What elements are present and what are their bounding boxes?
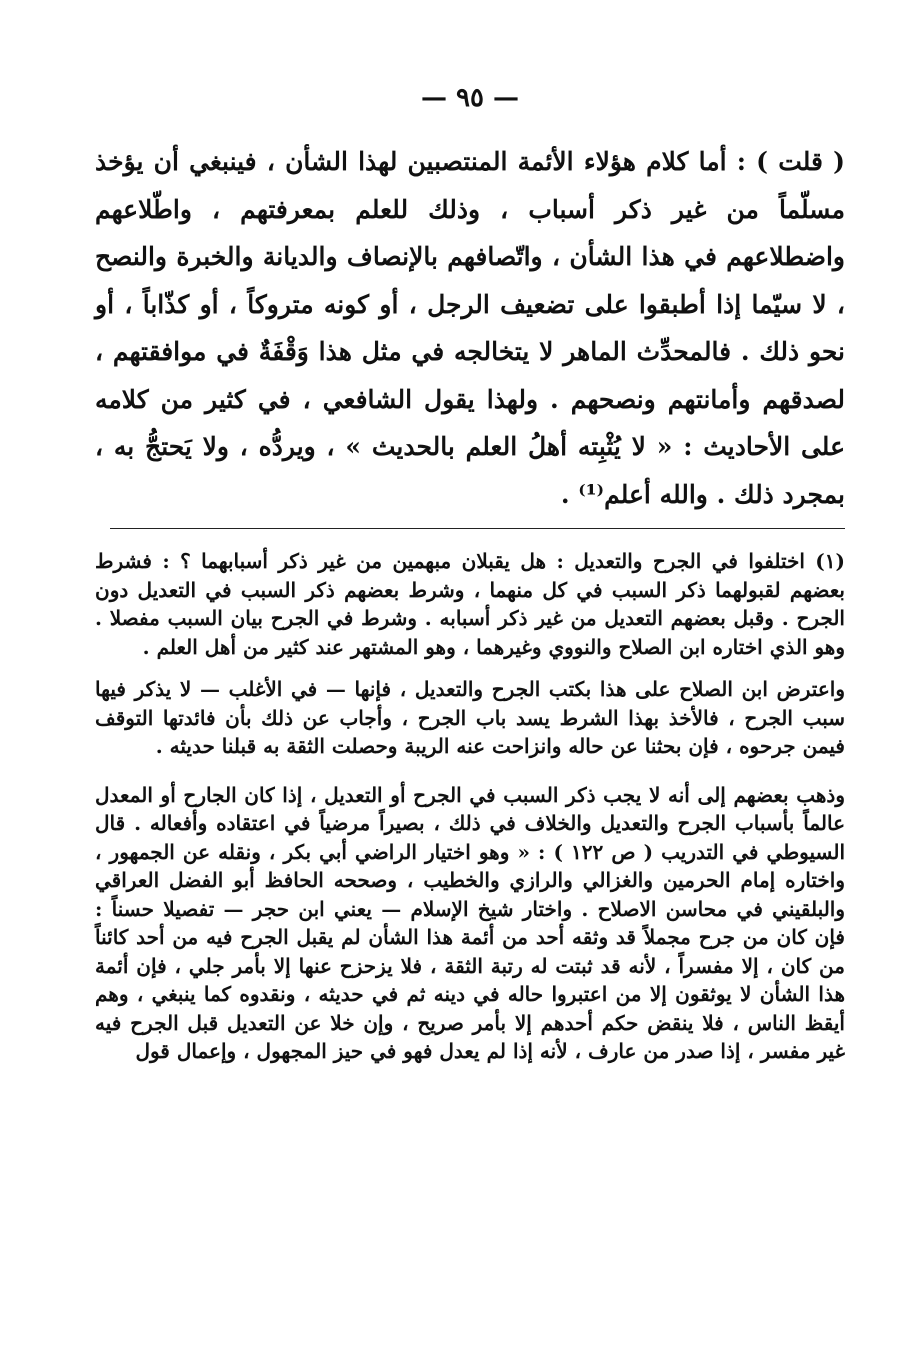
footnotes-block (95, 547, 845, 1066)
main-text-block (95, 138, 845, 518)
page-number: — ٩٥ — (420, 83, 520, 113)
main-paragraph: ( قلت ) : أما كلام هؤلاء الأئمة المنتصبين لهذا الشأن ، فينبغي أن يؤخذ مسلّماً من غير ذكر أسباب ، وذلك للعلم بمعرفتهم ، واطّلاعهم واضطلاعهم في هذا الشأن ، واتّصافهم بالإنصاف والديانة والخبرة والنصح ، لا سيّما إذا أطبقوا على تضعيف الرجل ، أو كونه متروكاً ، أو كذّاباً ، أو نحو ذلك . فالمحدِّث الماهر لا يتخالجه في مثل هذا وَقْفَةٌ في موافقتهم ، لصدقهم وأمانتهم ونصحهم . ولهذا يقول الشافعي ، في كثير من كلامه على الأحاديث : « لا يُثْبِته أهلُ العلم بالحديث » ، ويردُّه ، ولا يَحتجُّ به ، بمجرد ذلك . والله أعلم⁽¹⁾ . (95, 147, 845, 509)
footnote-paragraph-2: واعترض ابن الصلاح على هذا بكتب الجرح والتعديل ، فإنها — في الأغلب — لا يذكر فيها سبب الجرح ، فالأخذ بهذا الشرط يسد باب الجرح ، وأجاب عن ذلك بأن فائدتها التوقف فيمن جرحوه ، فإن بحثنا عن حاله وانزاحت عنه الريبة وحصلت الثقة به قبلنا حديثه . (95, 677, 845, 758)
footnote-paragraph-1: (١) اختلفوا في الجرح والتعديل : هل يقبلان مبهمين من غير ذكر أسبابهما ؟ : فشرط بعضهم لقبولهما ذكر السبب في كل منهما ، وشرط بعضهم ذكر السبب في التعديل دون الجرح . وقبل بعضهم التعديل من غير ذكر أسبابه . وشرط في الجرح بيان السبب مفصلا . وهو الذي اختاره ابن الصلاح والنووي وغيرهما ، وهو المشتهر عند كثير من أهل العلم . (95, 549, 845, 659)
footnote-paragraph-3: وذهب بعضهم إلى أنه لا يجب ذكر السبب في الجرح أو التعديل ، إذا كان الجارح أو المعدل عالماً بأسباب الجرح والتعديل والخلاف في ذلك ، بصيراً مرضياً في اعتقاده وأفعاله . قال السيوطي في التدريب ( ص ١٢٢ ) : « وهو اختيار الراضي أبي بكر ، ونقله عن الجمهور ، واختاره إمام الحرمين والغزالي والرازي والخطيب ، وصححه الحافظ أبو الفضل العراقي والبلقيني في محاسن الاصلاح . واختار شيخ الإسلام — يعني ابن حجر — تفصيلا حسناً : فإن كان من جرح مجملاً قد وثقه أحد من أئمة هذا الشأن لم يقبل الجرح فيه من أحد كائناً من كان ، إلا مفسراً ، لأنه قد ثبتت له رتبة الثقة ، فلا يزحزح عنها إلا بأمر جلي ، فإن أئمة هذا الشأن لا يوثقون إلا من اعتبروا حاله في دينه ثم في حديثه ، ونقدوه كما ينبغي ، وهم أيقظ الناس ، فلا ينقض حكم أحدهم إلا بأمر صريح ، وإن خلا عن التعديل قبل الجرح فيه غير مفسر ، إذا صدر من عارف ، لأنه إذا لم يعدل فهو في حيز المجهول ، وإعمال قول (95, 782, 846, 1063)
footnote-divider (110, 528, 845, 529)
